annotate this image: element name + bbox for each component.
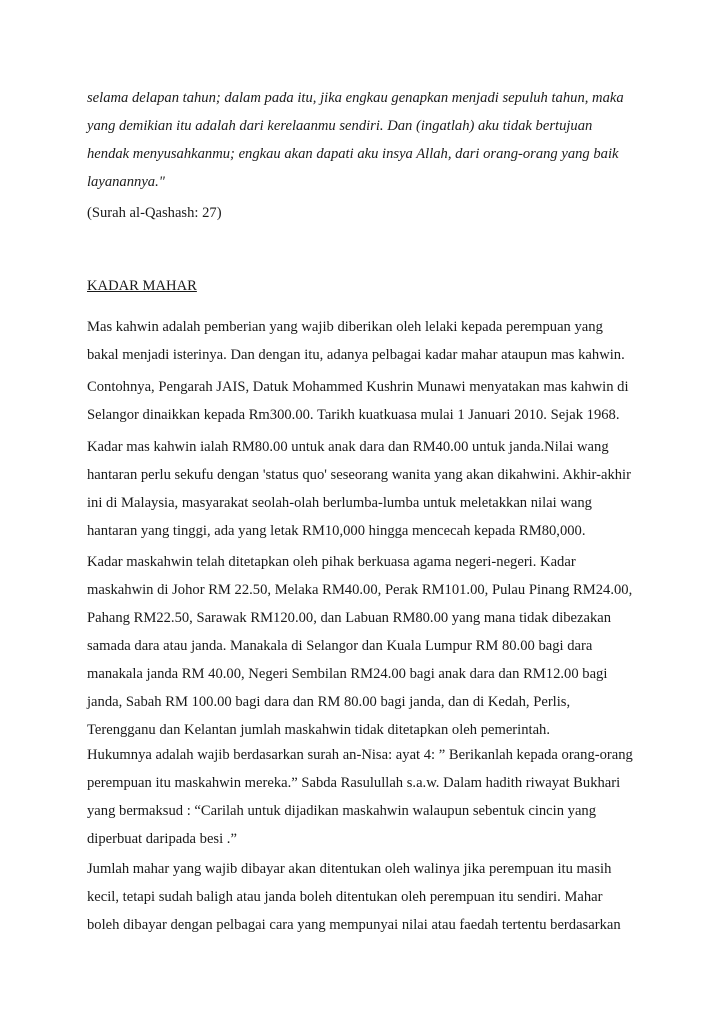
paragraph-line: Mas kahwin adalah pemberian yang wajib diberikan oleh lelaki kepada perempuan yang bbox=[87, 319, 603, 335]
paragraph-line: hantaran perlu sekufu dengan 'status quo' seseorang wanita yang akan dikahwini. Akhir-akhir bbox=[87, 467, 631, 483]
paragraph-line: manakala janda RM 40.00, Negeri Sembilan RM24.00 bagi anak dara dan RM12.00 bagi bbox=[87, 666, 608, 682]
quote-line: yang demikian itu adalah dari kerelaanmu sendiri. Dan (ingatlah) aku tidak bertujuan bbox=[87, 118, 593, 134]
paragraph bbox=[87, 741, 647, 853]
paragraph-line: kecil, tetapi sudah baligh atau janda boleh ditentukan oleh perempuan itu sendiri. Mahar bbox=[87, 889, 603, 905]
paragraph-line: janda, Sabah RM 100.00 bagi dara dan RM 80.00 bagi janda, dan di Kedah, Perlis, bbox=[87, 694, 571, 710]
paragraph-line: diperbuat daripada besi .” bbox=[87, 831, 237, 847]
paragraph-line: Hukumnya adalah wajib berdasarkan surah an-Nisa: ayat 4: ” Berikanlah kepada orang-orang bbox=[87, 747, 633, 763]
paragraph-line: Jumlah mahar yang wajib dibayar akan ditentukan oleh walinya jika perempuan itu masih bbox=[87, 861, 612, 877]
paragraph-line: bakal menjadi isterinya. Dan dengan itu, adanya pelbagai kadar mahar ataupun mas kahwin. bbox=[87, 347, 625, 363]
paragraph bbox=[87, 433, 647, 545]
paragraph bbox=[87, 373, 647, 429]
quote-citation-block bbox=[87, 199, 647, 227]
paragraph-line: yang bermaksud : “Carilah untuk dijadikan maskahwin walaupun sebentuk cincin yang bbox=[87, 803, 597, 819]
paragraph bbox=[87, 313, 647, 369]
paragraph-line: perempuan itu maskahwin mereka.” Sabda Rasulullah s.a.w. Dalam hadith riwayat Bukhari bbox=[87, 775, 621, 791]
paragraph-line: maskahwin di Johor RM 22.50, Melaka RM40.00, Perak RM101.00, Pulau Pinang RM24.00, bbox=[87, 582, 633, 598]
section-heading: KADAR MAHAR bbox=[87, 278, 197, 294]
paragraph-line: boleh dibayar dengan pelbagai cara yang mempunyai nilai atau faedah tertentu berdasarkan bbox=[87, 917, 621, 933]
paragraph bbox=[87, 548, 647, 744]
section-heading-block bbox=[87, 272, 647, 300]
paragraph-line: ini di Malaysia, masyarakat seolah-olah berlumba-lumba untuk meletakkan nilai wang bbox=[87, 495, 592, 511]
paragraph-line: Pahang RM22.50, Sarawak RM120.00, dan Labuan RM80.00 yang mana tidak dibezakan bbox=[87, 610, 612, 626]
quote-citation: (Surah al-Qashash: 27) bbox=[87, 205, 222, 221]
paragraph-line: Contohnya, Pengarah JAIS, Datuk Mohammed Kushrin Munawi menyatakan mas kahwin di bbox=[87, 379, 629, 395]
paragraph-line: samada dara atau janda. Manakala di Selangor dan Kuala Lumpur RM 80.00 bagi dara bbox=[87, 638, 593, 654]
paragraph-line: Selangor dinaikkan kepada Rm300.00. Tarikh kuatkuasa mulai 1 Januari 2010. Sejak 1968. bbox=[87, 407, 620, 423]
paragraph-line: Terengganu dan Kelantan jumlah maskahwin tidak ditetapkan oleh pemerintah. bbox=[87, 722, 550, 738]
paragraph-line: Kadar maskahwin telah ditetapkan oleh pihak berkuasa agama negeri-negeri. Kadar bbox=[87, 554, 576, 570]
quote-block bbox=[87, 84, 647, 196]
quote-line: hendak menyusahkanmu; engkau akan dapati aku insya Allah, dari orang-orang yang baik bbox=[87, 146, 619, 162]
paragraph-line: Kadar mas kahwin ialah RM80.00 untuk anak dara dan RM40.00 untuk janda.Nilai wang bbox=[87, 439, 609, 455]
paragraph bbox=[87, 855, 647, 939]
quote-line: layanannya." bbox=[87, 174, 165, 190]
quote-line: selama delapan tahun; dalam pada itu, jika engkau genapkan menjadi sepuluh tahun, maka bbox=[87, 90, 624, 106]
paragraph-line: hantaran yang tinggi, ada yang letak RM10,000 hingga mencecah kepada RM80,000. bbox=[87, 523, 586, 539]
